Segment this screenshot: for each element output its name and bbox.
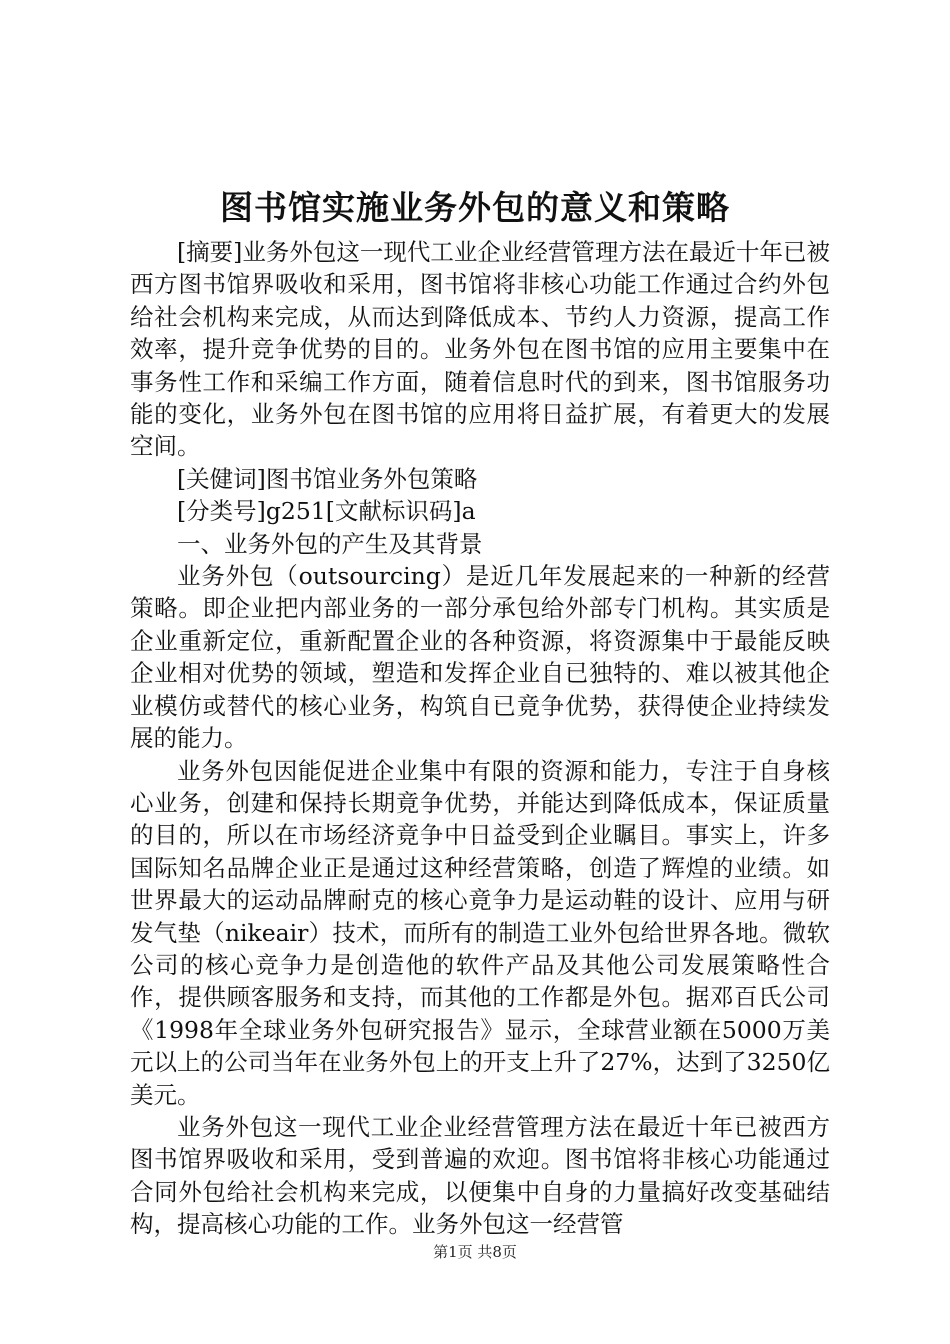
document-body (130, 236, 830, 1241)
classification-line: [分类号]g251[文献标识码]a (177, 497, 476, 526)
keywords-line: [关健词]图书馆业务外包策略 (177, 464, 478, 493)
body-paragraph: 业务外包因能促进企业集中有限的资源和能力，专注于自身核心业务，创建和保持长期竟争优势，并能达到降低成本，保证质量的目的，所以在市场经济竟争中日益受到企业瞩目。事实上，许多国际知名品牌企业正是通过这种经营策略，创造了辉煌的业绩。如世界最大的运动品牌耐克的核心竟争力是运动鞋的设计、应用与研发气垫（nikeair）技术，而所有的制造工业外包给世界各地。微软公司的核心竞争力是创造他的软件产品及其他公司发展策略性合作，提供顾客服务和支持，而其他的工作都是外包。据邓百氏公司《1998年全球业务外包研究报告》显示，全球营业额在5000万美元以上的公司当年在业务外包上的开支上升了27%，达到了3250亿美元。 (130, 756, 830, 1109)
page-footer: 第1页 共8页 (433, 1243, 517, 1261)
document-title: 图书馆实施业务外包的意义和策略 (220, 188, 730, 227)
abstract-paragraph: [摘要]业务外包这一现代工业企业经营管理方法在最近十年已被西方图书馆界吸收和采用，图书馆将非核心功能工作通过合约外包给社会机构来完成，从而达到降低成本、节约人力资源，提高工作效率，提升竞争优势的目的。业务外包在图书馆的应用主要集中在事务性工作和采编工作方面，随着信息时代的到来，图书馆服务功能的变化，业务外包在图书馆的应用将日益扩展，有着更大的发展空间。 (130, 238, 830, 461)
body-paragraph: 业务外包这一现代工业企业经营管理方法在最近十年已被西方图书馆界吸收和采用，受到普遍的欢迎。图书馆将非核心功能通过合同外包给社会机构来完成，以便集中自身的力量搞好改变基础结构，提高核心功能的工作。业务外包这一经营管 (130, 1112, 830, 1239)
body-paragraph: 业务外包（outsourcing）是近几年发展起来的一种新的经营策略。即企业把内部业务的一部分承包给外部专门机构。其实质是企业重新定位，重新配置企业的各种资源，将资源集中于最能反映企业相对优势的领域，塑造和发挥企业自已独特的、难以被其他企业模仿或替代的核心业务，构筑自已竟争优势，获得使企业持续发展的能力。 (130, 562, 830, 753)
section-heading: 一、业务外包的产生及其背景 (177, 529, 483, 558)
